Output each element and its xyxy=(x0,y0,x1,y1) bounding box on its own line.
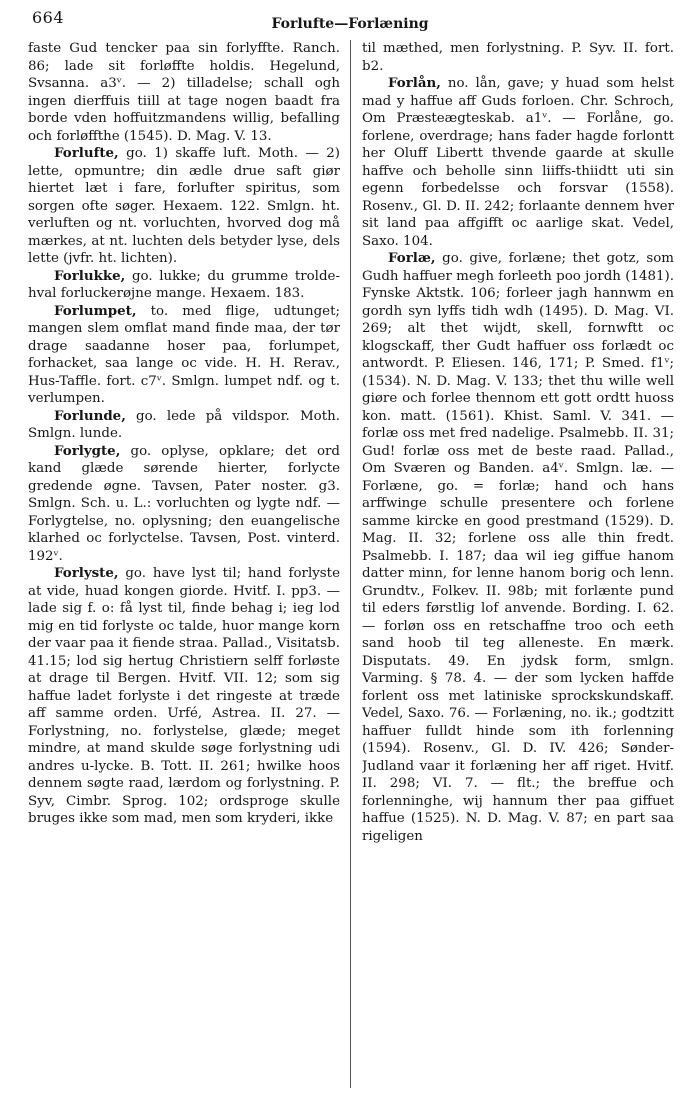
entry-text: go. lede på vildspor. Moth. Smlgn. lunde. xyxy=(28,408,340,441)
headword: Forlæ, xyxy=(388,250,436,266)
dictionary-entry xyxy=(28,443,340,566)
headword: Forlyste, xyxy=(54,565,119,581)
dictionary-entry xyxy=(28,565,340,828)
entry-text: to. med flige, udtunget; mangen slem omflat mand finde maa, der tør drage saadanne hoser paa, forlumpet, forhacket, saa lange oc vide. H. H. Rerav., Hus-Taffle. fort. c7ᵛ. Smlgn. lumpet ndf. og t. verlumpen. xyxy=(28,303,340,406)
right-column xyxy=(362,40,674,1088)
entry-text: faste Gud tencker paa sin forlyffte. Ranch. 86; lade sit forløffte holdis. Hegelund, Svsanna. a3ᵛ. — 2) tilladelse; schall ogh ingen dierffuis tiill at tage nogen baadt fra borde vden hoffuitzmandens willig, befalling och forløffthe (1545). D. Mag. V. 13. xyxy=(28,41,340,144)
page-header xyxy=(30,6,670,36)
continued-text xyxy=(362,40,674,75)
entry-text: go. lukke; du grumme trolde-hval forluckerøjne mange. Hexaem. 183. xyxy=(28,268,340,301)
running-head: Forlufte—Forlæning xyxy=(271,16,429,32)
entry-text: go. give, forlæne; thet gotz, som Gudh haffuer megh forleeth poo jordh (1481). Fynske Aktstk. 106; forleer jagh hannwm en gordh syn lyffs tidh wdh (1495). D. Mag. VI. 269; alt thet wijdt, skell, fornwftt oc klogsckaff, ther Gudt haffuer oss forlædt oc antwordt. P. Eliesen. 146, 171; P. Smed. f1ᵛ; (1534). N. D. Mag. V. 133; thet thu wille well giøre och forlee thennom ett gott ordtt huoss kon. matt. (1561). Khist. Saml. V. 341. — forlæ oss met fred nadelige. Psalmebb. II. 31; Gud! forlæ oss met de beste raad. Pallad., Om Sværen og Banden. a4ᵛ. Smlgn. læ. — Forlæne, go. = forlæ; hand och hans arffwinge schulle presentere och forlene samme kircke en good prestmand (1529). D. Mag. II. 32; forlene oss alle thin fredt. Psalmebb. I. 187; daa wil ieg giffue hanom datter minn, for lenne hanom borig och lenn. Grundtv., Folkev. II. 98b; mit forlænte pund til eders førstlig lof anvende. Bording. I. 62. — forløn oss en retschaffne troo och eeth sand hoob til teg alleneste. En mærk. Disputats. 49. En jydsk form, smlgn. Varming. § 78. 4. — der som lycken haffde forlent oss met latiniske sprockskundskaff. Vedel, Saxo. 76. — Forlæning, no. ik.; godtzitt haffuer fulldt hinde som ith forlenning (1594). Rosenv., Gl. D. IV. 426; Sønder-Judland vaar it forlæning her aff riget. Hvitf. II. 298; VI. 7. — flt.; the breffue och forlenninghe, wij hannum ther paa giffuet haffue (1525). N. D. Mag. V. 87; en part saa rigeligen xyxy=(362,251,674,844)
dictionary-entry xyxy=(362,75,674,250)
column-divider xyxy=(350,40,351,1088)
entry-text: go. oplyse, opklare; det ord kand glæde sørende hierter, forlycte gredende øgne. Tavsen, Pater noster. g3. Smlgn. Sch. u. L.: vorluchten og lygte ndf. — Forlygtelse, no. oplysning; den euangelische klarhed oc forlyctelse. Tavsen, Post. vinterd. 192ᵛ. xyxy=(28,443,340,564)
dictionary-entry xyxy=(28,268,340,303)
headword: Forlufte, xyxy=(54,145,119,161)
headword: Forlukke, xyxy=(54,267,126,284)
headword: Forlumpet, xyxy=(54,302,137,319)
dictionary-entry xyxy=(362,250,674,845)
page-number: 664 xyxy=(32,8,65,27)
entry-text: go. 1) skaffe luft. Moth. — 2) lette, opmuntre; din ædle drue saft giør hiertet læt i fare, forlufter spiritus, som sorgen ofte søger. Hexaem. 122. Smlgn. ht. verluften og nt. vorluchten, hvorved dog må mærkes, at nt. luchten dels betyder lyse, dels lette (jvfr. ht. lichten). xyxy=(28,146,340,266)
left-column xyxy=(28,40,340,1088)
continued-text xyxy=(28,40,340,145)
entry-text: til mæthed, men forlystning. P. Syv. II. fort. b2. xyxy=(362,41,674,74)
dictionary-entry xyxy=(28,408,340,443)
dictionary-entry xyxy=(28,303,340,408)
dictionary-entry xyxy=(28,145,340,268)
entry-text: go. have lyst til; hand forlyste at vide, huad kongen giorde. Hvitf. I. pp3. — lade sig f. o: få lyst til, finde behag i; ieg lod mig en tid forlyste oc talde, huor mange korn der vaar paa it fiende straa. Pallad., Visitatsb. 41.15; lod sig hertug Christiern selff forløste at drage til Bergen. Hvitf. VII. 12; som sig haffue ladet forlyste i det ringeste at træde aff samme orden. Urfé, Astrea. II. 27. — Forlystning, no. forlystelse, glæde; meget mindre, at mand skulde søge forlystning udi andres u-lycke. B. Tott. II. 261; hwilke hoos dennem søgte raad, lærdom og forlystning. P. Syv, Cimbr. Sprog. 102; ordsproge skulle bruges ikke som mad, men som kryderi, ikke xyxy=(28,566,340,826)
headword: Forlån, xyxy=(388,75,441,91)
headword: Forlygte, xyxy=(54,442,121,459)
headword: Forlunde, xyxy=(54,407,126,424)
entry-text: no. lån, gave; y huad som helst mad y haffue aff Guds forloen. Chr. Schroch, Om Præsteægteskab. a1ᵛ. — Forlåne, go. forlene, overdrage; hans fader hagde forlontt her Oluff Libertt thvende gaarde at skulle haffve och beholle sinn liiffs-thiidtt uti sin egenn forbedelsse och forsvar (1558). Rosenv., Gl. D. II. 242; forlaante dennem hver sit land paa affgifft oc aarlige skat. Vedel, Saxo. 104. xyxy=(362,76,674,249)
text-columns xyxy=(28,40,674,1088)
